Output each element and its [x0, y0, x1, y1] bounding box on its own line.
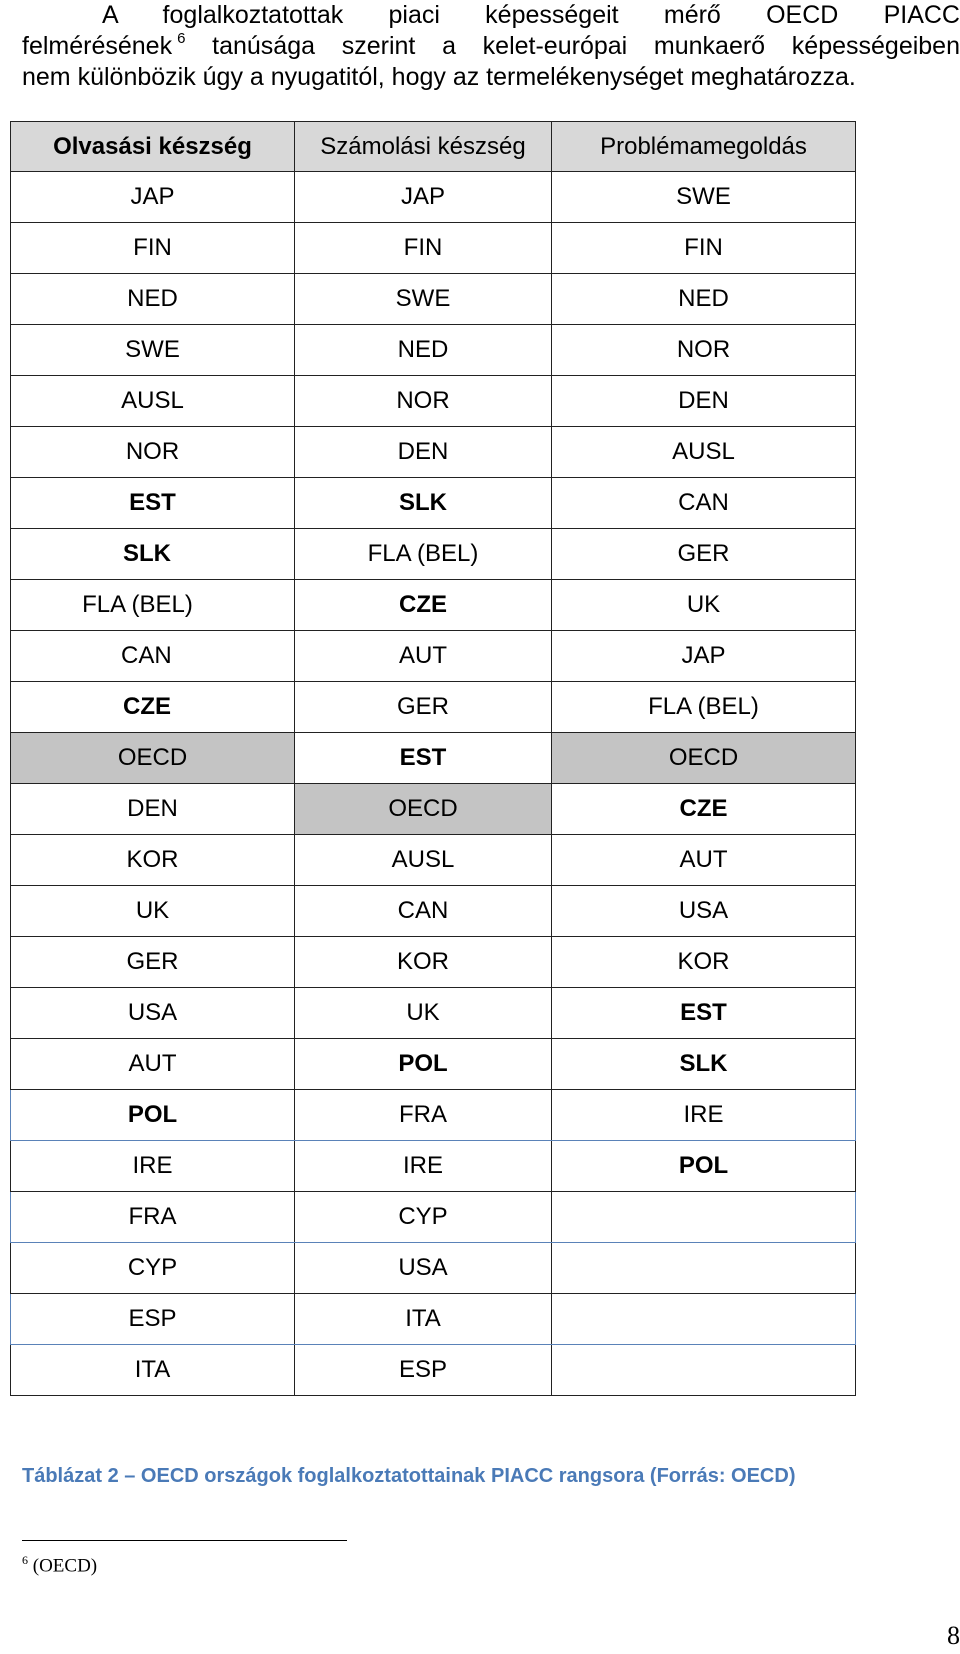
cell-reading: EST [11, 478, 295, 529]
cell-reading: DEN [11, 784, 295, 835]
cell-problem-solving: CAN [552, 478, 856, 529]
intro-paragraph [22, 0, 960, 93]
cell-numeracy: SWE [295, 274, 552, 325]
table-row [11, 274, 856, 325]
cell-problem-solving: NED [552, 274, 856, 325]
cell-reading: USA [11, 988, 295, 1039]
cell-problem-solving: FIN [552, 223, 856, 274]
cell-numeracy: POL [295, 1039, 552, 1090]
cell-problem-solving: EST [552, 988, 856, 1039]
cell-reading: GER [11, 937, 295, 988]
cell-problem-solving: IRE [552, 1090, 856, 1141]
cell-reading: FIN [11, 223, 295, 274]
table-row [11, 325, 856, 376]
cell-reading: KOR [11, 835, 295, 886]
intro-line-1: A foglalkoztatottak piaci képességeit mérő OECD PIACC [102, 1, 960, 29]
cell-numeracy: FLA (BEL) [295, 529, 552, 580]
header-numeracy: Számolási készség [295, 122, 552, 172]
cell-problem-solving [552, 1294, 856, 1345]
cell-numeracy: CYP [295, 1192, 552, 1243]
cell-reading: AUSL [11, 376, 295, 427]
table-row [11, 1039, 856, 1090]
cell-numeracy: UK [295, 988, 552, 1039]
cell-numeracy: AUT [295, 631, 552, 682]
table-row [11, 223, 856, 274]
table-row [11, 1345, 856, 1396]
cell-problem-solving: AUSL [552, 427, 856, 478]
cell-numeracy: OECD [295, 784, 552, 835]
footnote-mark: 6 [22, 1553, 28, 1567]
cell-reading: UK [11, 886, 295, 937]
cell-numeracy: KOR [295, 937, 552, 988]
cell-reading: CZE [11, 682, 295, 733]
table-row [11, 784, 856, 835]
table-row [11, 682, 856, 733]
cell-numeracy: NED [295, 325, 552, 376]
header-reading: Olvasási készség [11, 122, 295, 172]
table-row [11, 835, 856, 886]
table-row [11, 1090, 856, 1141]
cell-reading: NED [11, 274, 295, 325]
page-number: 8 [947, 1621, 960, 1650]
cell-numeracy: NOR [295, 376, 552, 427]
cell-problem-solving [552, 1345, 856, 1396]
table-row [11, 1141, 856, 1192]
cell-problem-solving: DEN [552, 376, 856, 427]
cell-reading: NOR [11, 427, 295, 478]
intro-line-3: nem különbözik úgy a nyugatitól, hogy az termelékenységet meghatározza. [22, 63, 856, 91]
cell-numeracy: CAN [295, 886, 552, 937]
table-row [11, 937, 856, 988]
table-row [11, 1243, 856, 1294]
cell-reading: CAN [11, 631, 295, 682]
cell-numeracy: USA [295, 1243, 552, 1294]
footnote-text: (OECD) [28, 1555, 98, 1577]
cell-numeracy: ESP [295, 1345, 552, 1396]
cell-problem-solving: KOR [552, 937, 856, 988]
cell-problem-solving: UK [552, 580, 856, 631]
cell-problem-solving: OECD [552, 733, 856, 784]
intro-line-2-start: felmérésének [22, 32, 173, 60]
cell-numeracy: FIN [295, 223, 552, 274]
cell-numeracy: FRA [295, 1090, 552, 1141]
intro-line-2-end: tanúsága szerint a kelet-európai munkaerő képességeiben [185, 32, 960, 60]
cell-numeracy: ITA [295, 1294, 552, 1345]
cell-reading: CYP [11, 1243, 295, 1294]
footnote-reference[interactable]: 6 [177, 30, 186, 47]
cell-problem-solving: SWE [552, 172, 856, 223]
footnote [22, 1553, 97, 1577]
cell-problem-solving: JAP [552, 631, 856, 682]
cell-reading: ITA [11, 1345, 295, 1396]
cell-numeracy: DEN [295, 427, 552, 478]
cell-reading: POL [11, 1090, 295, 1141]
table-row [11, 376, 856, 427]
cell-problem-solving: NOR [552, 325, 856, 376]
cell-reading: JAP [11, 172, 295, 223]
table-row [11, 478, 856, 529]
table-caption: Táblázat 2 – OECD országok foglalkoztatottainak PIACC rangsora (Forrás: OECD) [22, 1465, 796, 1487]
intro-line-2 [22, 31, 960, 62]
cell-numeracy: EST [295, 733, 552, 784]
cell-numeracy: JAP [295, 172, 552, 223]
table-row [11, 988, 856, 1039]
cell-numeracy: GER [295, 682, 552, 733]
table-row [11, 733, 856, 784]
cell-numeracy: IRE [295, 1141, 552, 1192]
cell-numeracy: AUSL [295, 835, 552, 886]
table-row [11, 1192, 856, 1243]
table-row [11, 631, 856, 682]
piacc-ranking-table [10, 121, 856, 1396]
cell-numeracy: CZE [295, 580, 552, 631]
footnote-separator [22, 1540, 347, 1541]
cell-reading: FRA [11, 1192, 295, 1243]
table-row [11, 580, 856, 631]
table-row [11, 1294, 856, 1345]
cell-reading: IRE [11, 1141, 295, 1192]
table-row [11, 427, 856, 478]
table-row [11, 886, 856, 937]
cell-problem-solving: USA [552, 886, 856, 937]
cell-numeracy: SLK [295, 478, 552, 529]
cell-reading: FLA (BEL) [11, 580, 295, 631]
cell-problem-solving [552, 1192, 856, 1243]
cell-problem-solving: GER [552, 529, 856, 580]
header-problem-solving: Problémamegoldás [552, 122, 856, 172]
cell-reading: ESP [11, 1294, 295, 1345]
cell-problem-solving: CZE [552, 784, 856, 835]
cell-problem-solving: AUT [552, 835, 856, 886]
table-header-row [11, 122, 856, 172]
cell-problem-solving: FLA (BEL) [552, 682, 856, 733]
cell-problem-solving [552, 1243, 856, 1294]
cell-problem-solving: POL [552, 1141, 856, 1192]
table-row [11, 172, 856, 223]
cell-reading: SLK [11, 529, 295, 580]
cell-reading: AUT [11, 1039, 295, 1090]
cell-reading: SWE [11, 325, 295, 376]
cell-reading: OECD [11, 733, 295, 784]
table-row [11, 529, 856, 580]
cell-problem-solving: SLK [552, 1039, 856, 1090]
